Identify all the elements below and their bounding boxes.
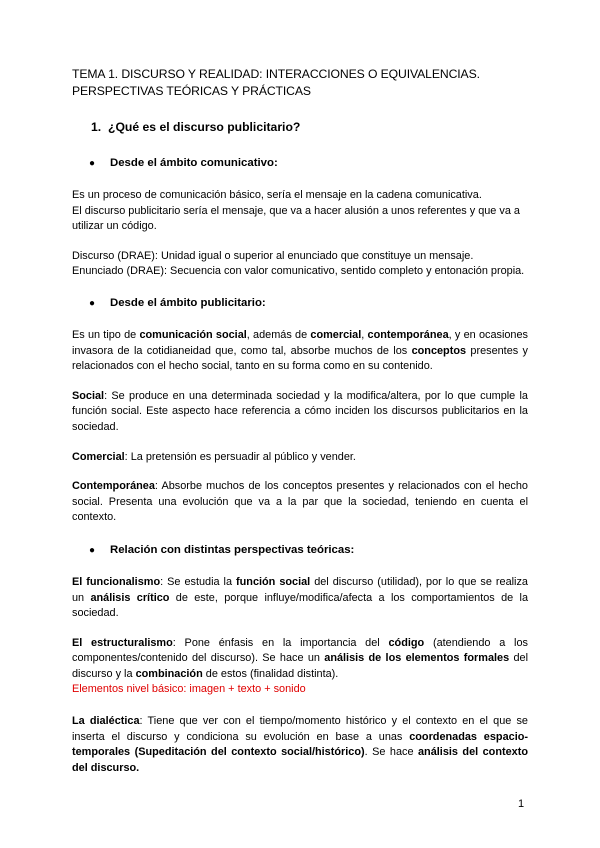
- document-page: [72, 66, 528, 776]
- paragraph: La dialéctica: Tiene que ver con el tiempo/momento histórico y el contexto en el que se inserta el discurso y condiciona su evolución en base a unas coordenadas espacio-temporales (Supeditación del contexto social/histórico). Se hace análisis del contexto del discurso.: [72, 715, 529, 774]
- paragraph: Es un tipo de comunicación social, además de comercial, contemporánea, y en ocasiones invasora de la cotidianeidad que, como tal, absorbe muchos de los conceptos presentes y relacionados con el hecho social, tanto en su forma como en su contenido.: [72, 328, 529, 373]
- bullet-dot-icon: ●: [89, 158, 96, 169]
- paragraph: Comercial: La pretensión es persuadir al público y vender.: [72, 450, 356, 463]
- page-number: 1: [518, 798, 525, 810]
- section-number: 1.: [91, 120, 102, 134]
- bullet-label: Desde el ámbito comunicativo:: [110, 157, 278, 169]
- highlighted-note: Elementos nivel básico: imagen + texto + sonido: [72, 683, 306, 696]
- paragraph: Es un proceso de comunicación básico, sería el mensaje en la cadena comunicativa.: [72, 189, 482, 201]
- paragraph: Enunciado (DRAE): Secuencia con valor comunicativo, sentido completo y entonación propia.: [72, 265, 525, 278]
- section-heading: [91, 120, 528, 134]
- bullet-heading-publicitario: [89, 296, 528, 311]
- section-label: ¿Qué es el discurso publicitario?: [108, 120, 301, 134]
- paragraph: El discurso publicitario sería el mensaje, que va a hacer alusión a unos referentes y que va a utilizar un código.: [72, 204, 520, 233]
- paragraph: El estructuralismo: Pone énfasis en la importancia del código (atendiendo a los componentes/contenido del discurso). Se hace un análisis de los elementos formales del discurso y la combinación de estos (finalidad distinta).: [72, 636, 528, 680]
- paragraph: Social: Se produce en una determinada sociedad y la modifica/altera, por lo que cumple la función social. Este aspecto hace referencia a cómo inciden los discursos publicitarios en la sociedad.: [72, 389, 528, 433]
- bullet-label: Desde el ámbito publicitario:: [110, 296, 266, 309]
- bullet-heading-perspectivas: [89, 543, 528, 558]
- paragraph: Discurso (DRAE): Unidad igual o superior al enunciado que constituye un mensaje.: [72, 249, 474, 262]
- bullet-dot-icon: ●: [89, 297, 96, 309]
- paragraph: El funcionalismo: Se estudia la función social del discurso (utilidad), por lo que se realiza un análisis crítico de este, porque influye/modifica/afecta a los comportamientos de la sociedad.: [72, 575, 529, 620]
- paragraph: Contemporánea: Absorbe muchos de los conceptos presentes y relacionados con el hecho social. Presenta una evolución que va a la par que la sociedad, teniendo en cuenta el contexto.: [72, 480, 528, 524]
- bullet-label: Relación con distintas perspectivas teóricas:: [110, 543, 355, 556]
- bullet-dot-icon: ●: [89, 544, 96, 556]
- document-title: TEMA 1. DISCURSO Y REALIDAD: INTERACCIONES O EQUIVALENCIAS. PERSPECTIVAS TEÓRICAS Y PRÁCTICAS: [72, 67, 480, 98]
- bullet-heading-comunicativo: [89, 156, 528, 171]
